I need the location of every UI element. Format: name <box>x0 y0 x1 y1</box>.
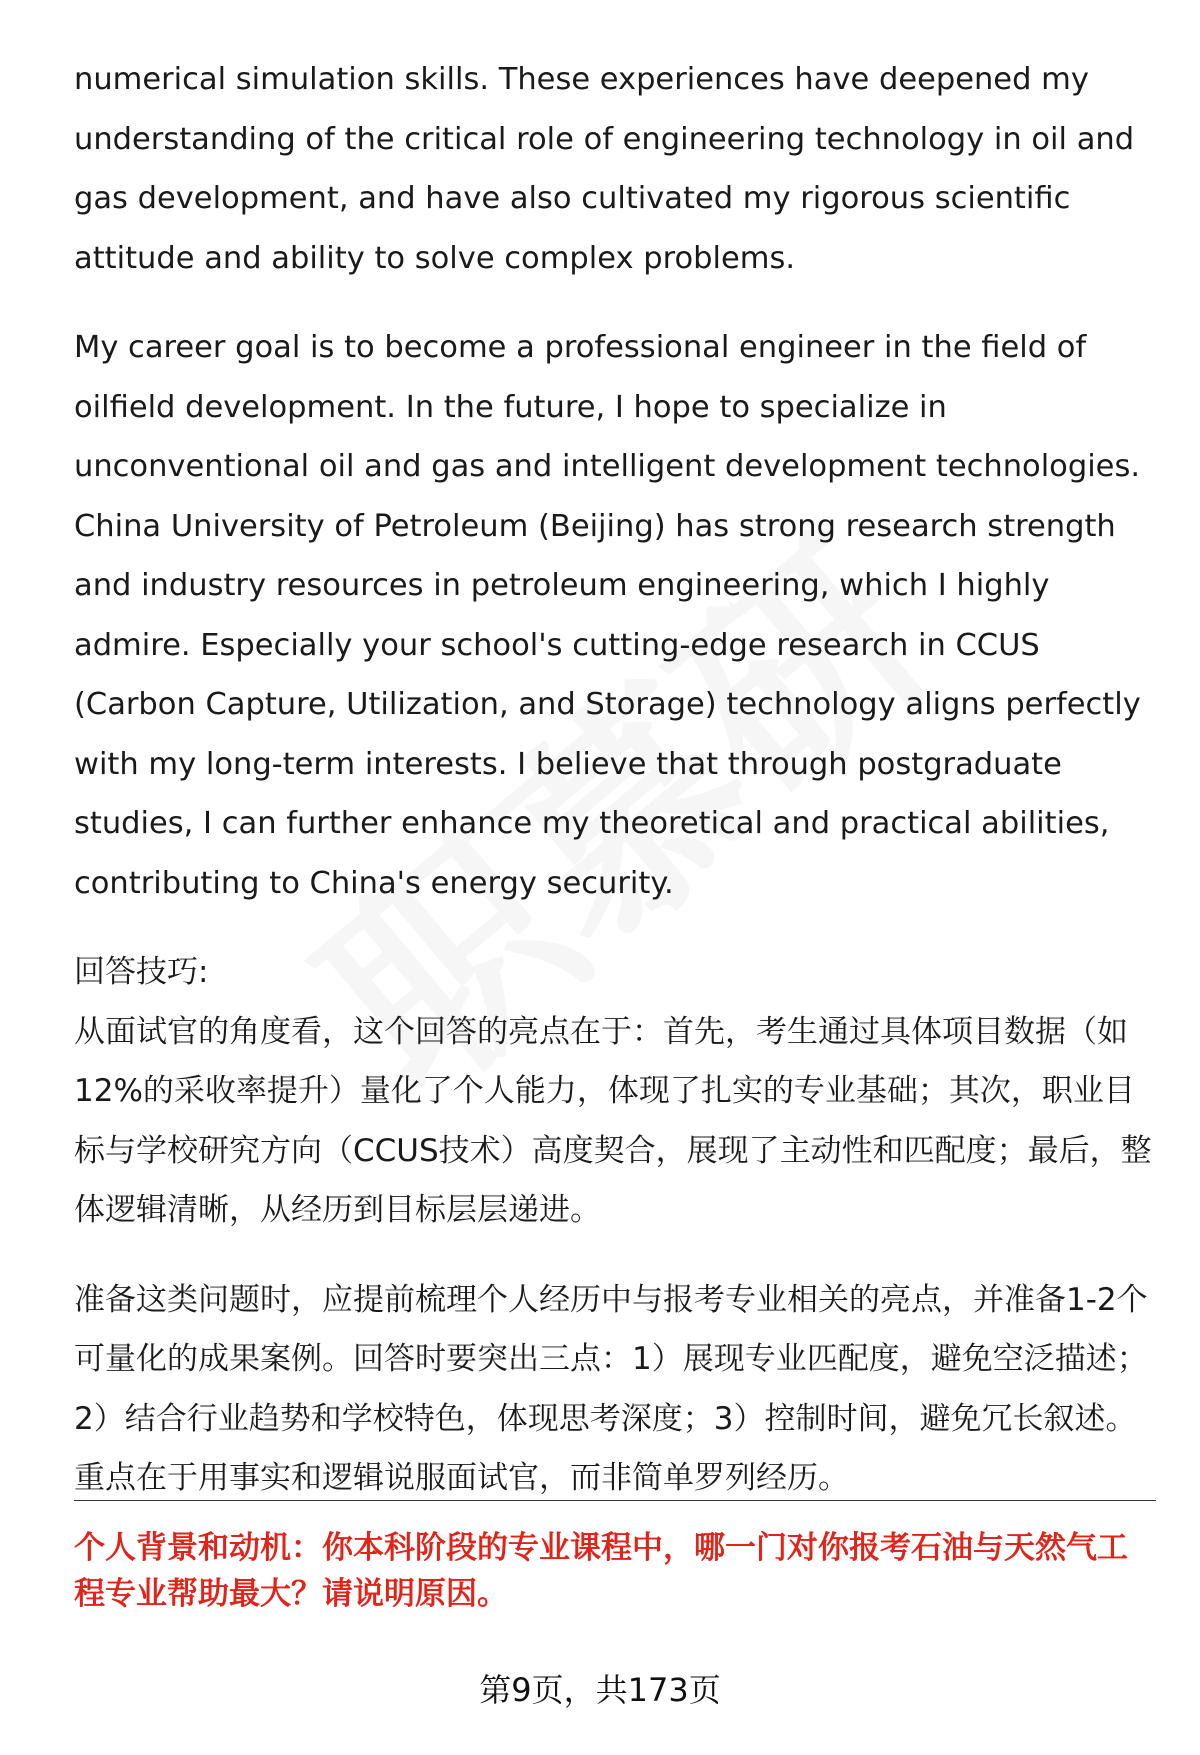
paragraph-career-goal: My career goal is to become a professional engineer in the field of oilfield development. In the future, I hope to specialize in unconventional oil and gas and intelligent development technologies. China University of Petroleum (Beijing) has strong research strength and industry resources in petroleum engineering, which I highly admire. Especially your school's cutting-edge research in CCUS (Carbon Capture, Utilization, and Storage) technology aligns perfectly with my long-term interests. I believe that through postgraduate studies, I can further enhance my theoretical and practical abilities, contributing to China's energy security. <box>74 330 1141 901</box>
tips-heading: 回答技巧: <box>74 954 209 990</box>
next-question-heading: 个人背景和动机：你本科阶段的专业课程中，哪一门对你报考石油与天然气工程专业帮助最大？请说明原因。 <box>74 1530 1128 1612</box>
document-body <box>74 50 1154 1509</box>
section-divider <box>74 1500 1156 1501</box>
paragraph-tips-preparation: 准备这类问题时，应提前梳理个人经历中与报考专业相关的亮点，并准备1-2个可量化的成果案例。回答时要突出三点：1）展现专业匹配度，避免空泛描述；2）结合行业趋势和学校特色，体现思考深度；3）控制时间，避免冗长叙述。重点在于用事实和逻辑说服面试官，而非简单罗列经历。 <box>74 1281 1148 1496</box>
paragraph-experience-end: numerical simulation skills. These experiences have deepened my understanding of the critical role of engineering technology in oil and gas development, and have also cultivated my rigorous scientific attitude and ability to solve complex problems. <box>74 62 1135 276</box>
page-number-footer: 第9页，共173页 <box>479 1671 721 1709</box>
paragraph-tips-analysis: 从面试官的角度看，这个回答的亮点在于：首先，考生通过具体项目数据（如12%的采收率提升）量化了个人能力，体现了扎实的专业基础；其次，职业目标与学校研究方向（CCUS技术）高度契合，展现了主动性和匹配度；最后，整体逻辑清晰，从经历到目标层层递进。 <box>74 1013 1152 1228</box>
